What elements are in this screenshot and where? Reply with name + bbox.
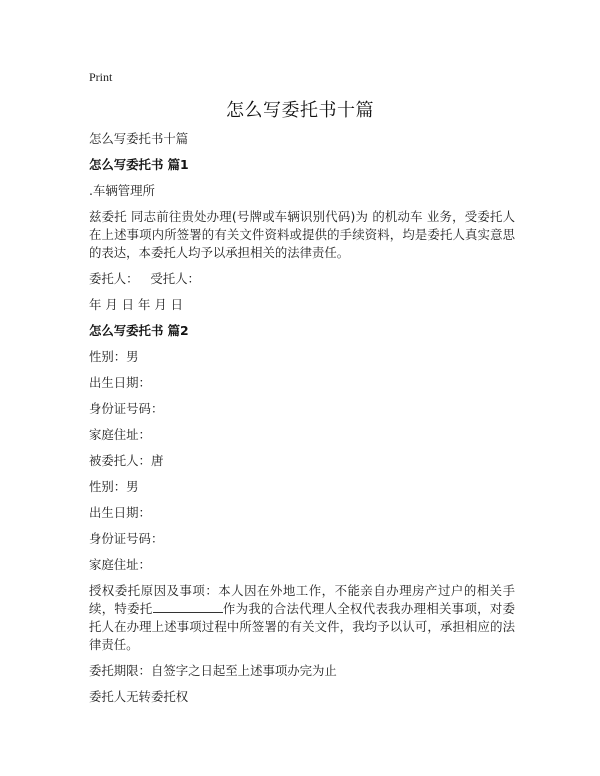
principal-birth-date: 出生日期： bbox=[89, 375, 151, 390]
authorization-reason-paragraph bbox=[89, 582, 515, 654]
document-body bbox=[89, 130, 515, 714]
print-label: Print bbox=[89, 70, 113, 84]
page-title: 怎么写委托书十篇 bbox=[226, 100, 374, 121]
authorization-term: 委托期限：自签字之日起至上述事项办完为止 bbox=[89, 663, 337, 678]
trustee-birth-date: 出生日期： bbox=[89, 505, 151, 520]
section-heading-2: 怎么写委托书 篇2 bbox=[89, 323, 189, 338]
authorization-paragraph: 兹委托 同志前往贵处办理(号牌或车辆识别代码)为 的机动车 业务，受委托人在上述事项内所签署的有关文件资料或提供的手续资料，均是委托人真实意思的表达，本委托人均予以承担相关的法律责任。 bbox=[89, 209, 515, 260]
trustee-id-number: 身份证号码： bbox=[89, 531, 164, 546]
authorization-reason-text-a: 授权委托原因及事项：本人因在外地工作，不能亲自办理房产过户的相关手续，特委托 bbox=[89, 583, 515, 616]
principal-address: 家庭住址： bbox=[89, 427, 151, 442]
no-sub-delegation-note: 委托人无转委托权 bbox=[89, 689, 189, 704]
section-heading-1: 怎么写委托书 篇1 bbox=[89, 157, 189, 172]
principal-gender: 性别：男 bbox=[89, 349, 139, 364]
trustee-name: 被委托人：唐 bbox=[89, 453, 164, 468]
trustee-gender: 性别：男 bbox=[89, 479, 139, 494]
principal-id-number: 身份证号码： bbox=[89, 401, 164, 416]
authorization-reason-text-b: 作为我的合法代理人全权代表我办理相关事项，对委托人在办理上述事项过程中所签署的有关文件，我均予以认可，承担相应的法律责任。 bbox=[89, 601, 516, 652]
date-line: 年 月 日 年 月 日 bbox=[89, 297, 184, 312]
recipient-line: .车辆管理所 bbox=[89, 183, 155, 198]
document-subtitle: 怎么写委托书十篇 bbox=[89, 131, 189, 146]
trustee-address: 家庭住址： bbox=[89, 557, 151, 572]
signatories-line: 委托人： 受托人： bbox=[89, 271, 200, 286]
blank-underline bbox=[153, 600, 223, 613]
